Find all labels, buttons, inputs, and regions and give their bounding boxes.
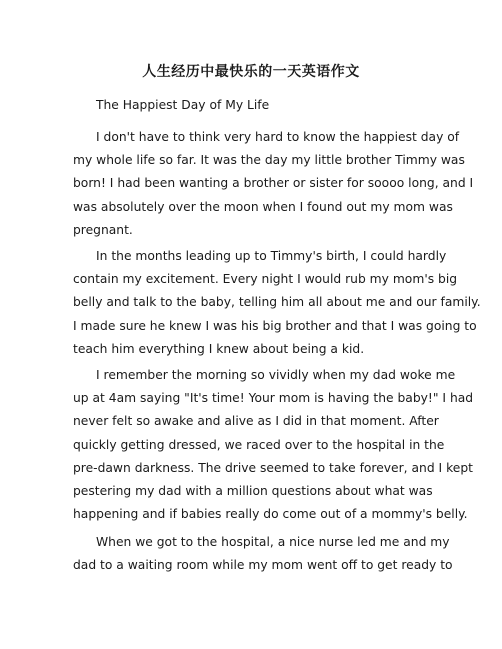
paragraph-line: belly and talk to the baby, telling him all about me and our family. [73,295,481,310]
essay-title: The Happiest Day of My Life [96,98,270,112]
paragraph-line: my whole life so far. It was the day my little brother Timmy was [73,153,465,168]
paragraph-line: born! I had been wanting a brother or sister for soooo long, and I [73,176,474,191]
paragraph-line: never felt so awake and alive as I did in that moment. After [73,414,439,429]
paragraph-line: up at 4am saying "It's time! Your mom is having the baby!" I had [73,391,474,406]
paragraph-2 [73,245,481,361]
paragraph-line: pre-dawn darkness. The drive seemed to take forever, and I kept [73,460,473,475]
document-title: 人生经历中最快乐的一天英语作文 [142,64,360,80]
paragraph-line: happening and if babies really do come out of a mommy's belly. [73,507,468,522]
paragraph-line: dad to a waiting room while my mom went off to get ready to [73,558,453,573]
paragraph-1 [73,126,474,242]
paragraph-line: teach him everything I knew about being a kid. [73,341,365,356]
paragraph-line: contain my excitement. Every night I would rub my mom's big [73,272,458,287]
paragraph-line: When we got to the hospital, a nice nurse led me and my [96,535,450,549]
paragraph-line: I remember the morning so vividly when my dad woke me [96,368,456,382]
paragraph-line: was absolutely over the moon when I found out my mom was [73,199,453,214]
paragraph-line: In the months leading up to Timmy's birth, I could hardly [96,249,447,263]
paragraph-line: I made sure he knew I was his big brother and that I was going to [73,318,477,333]
paragraph-4 [73,531,453,577]
paragraph-line: pestering my dad with a million questions about what was [73,484,433,499]
paragraph-line: I don't have to think very hard to know the happiest day of [96,130,460,144]
paragraph-line: quickly getting dressed, we raced over to the hospital in the [73,437,445,452]
paragraph-line: pregnant. [73,222,133,237]
paragraph-3 [73,364,474,526]
